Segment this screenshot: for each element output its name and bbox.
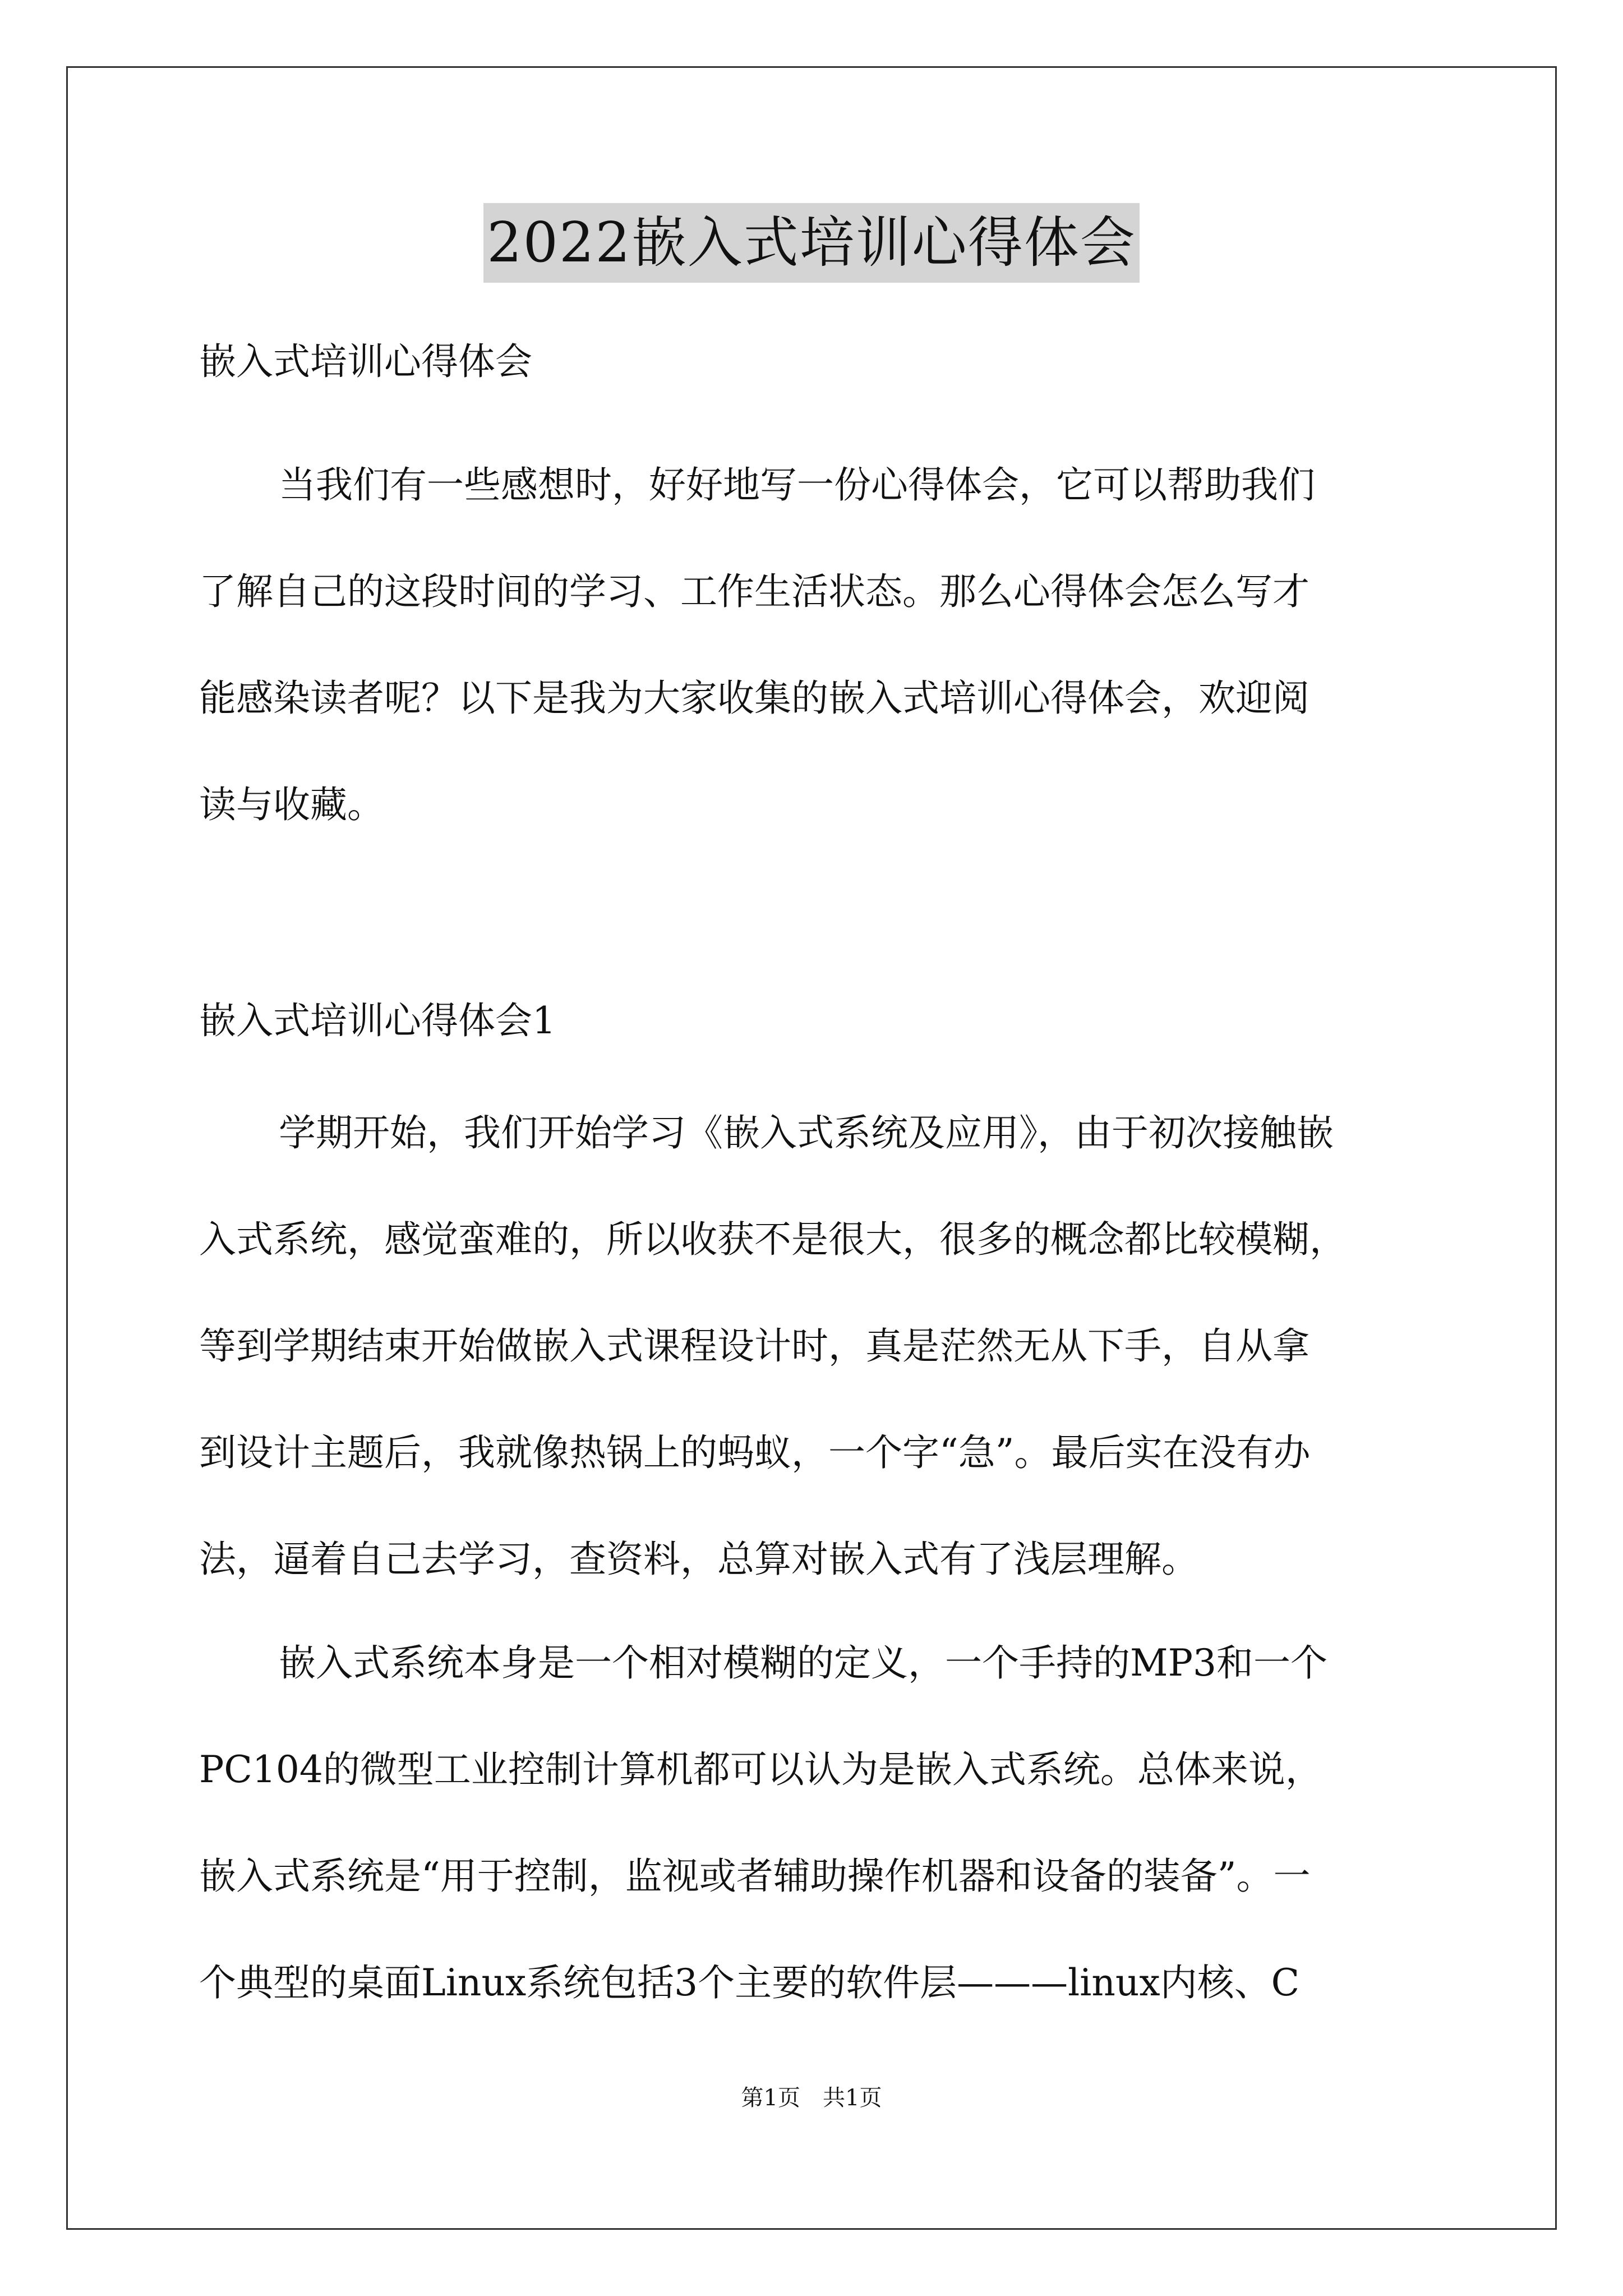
para1-line-text: 学期开始，我们开始学习《嵌入式系统及应用》，由于初次接触嵌 (279, 1111, 1334, 1154)
section-heading: 嵌入式培训心得体会1 (199, 999, 556, 1042)
subtitle: 嵌入式培训心得体会 (199, 340, 532, 383)
para1-line: 到设计主题后，我就像热锅上的蚂蚁，一个字“急”。最后实在没有办 (199, 1431, 1311, 1474)
para2-line (199, 1610, 1450, 1717)
para1-line: 入式系统，感觉蛮难的，所以收获不是很大，很多的概念都比较模糊， (199, 1218, 1347, 1261)
page-number: 第1页 (741, 2085, 800, 2111)
page-footer (0, 2081, 1623, 2115)
title-container (0, 203, 1623, 283)
intro-line-text: 当我们有一些感想时，好好地写一份心得体会，它可以帮助我们 (279, 463, 1315, 507)
para1-line: 等到学期结束开始做嵌入式课程设计时，真是茫然无从下手，自从拿 (199, 1324, 1310, 1368)
page-total: 共1页 (823, 2085, 882, 2111)
document-title: 2022嵌入式培训心得体会 (483, 203, 1139, 283)
intro-line: 读与收藏。 (199, 783, 384, 826)
para2-line: 嵌入式系统是“用于控制，监视或者辅助操作机器和设备的装备”。一 (199, 1855, 1311, 1898)
para2-line: 个典型的桌面Linux系统包括3个主要的软件层———linux内核、C (199, 1961, 1300, 2004)
para1-line: 法，逼着自己去学习，查资料，总算对嵌入式有了浅层理解。 (199, 1538, 1198, 1581)
intro-line: 能感染读者呢？以下是我为大家收集的嵌入式培训心得体会，欢迎阅 (199, 677, 1310, 720)
para1-line (199, 1080, 1450, 1186)
para2-line: PC104的微型工业控制计算机都可以认为是嵌入式系统。总体来说， (199, 1748, 1322, 1791)
intro-line: 了解自己的这段时间的学习、工作生活状态。那么心得体会怎么写才 (199, 570, 1310, 613)
intro-line (199, 432, 1450, 539)
para2-line-text: 嵌入式系统本身是一个相对模糊的定义，一个手持的MP3和一个 (279, 1641, 1327, 1685)
